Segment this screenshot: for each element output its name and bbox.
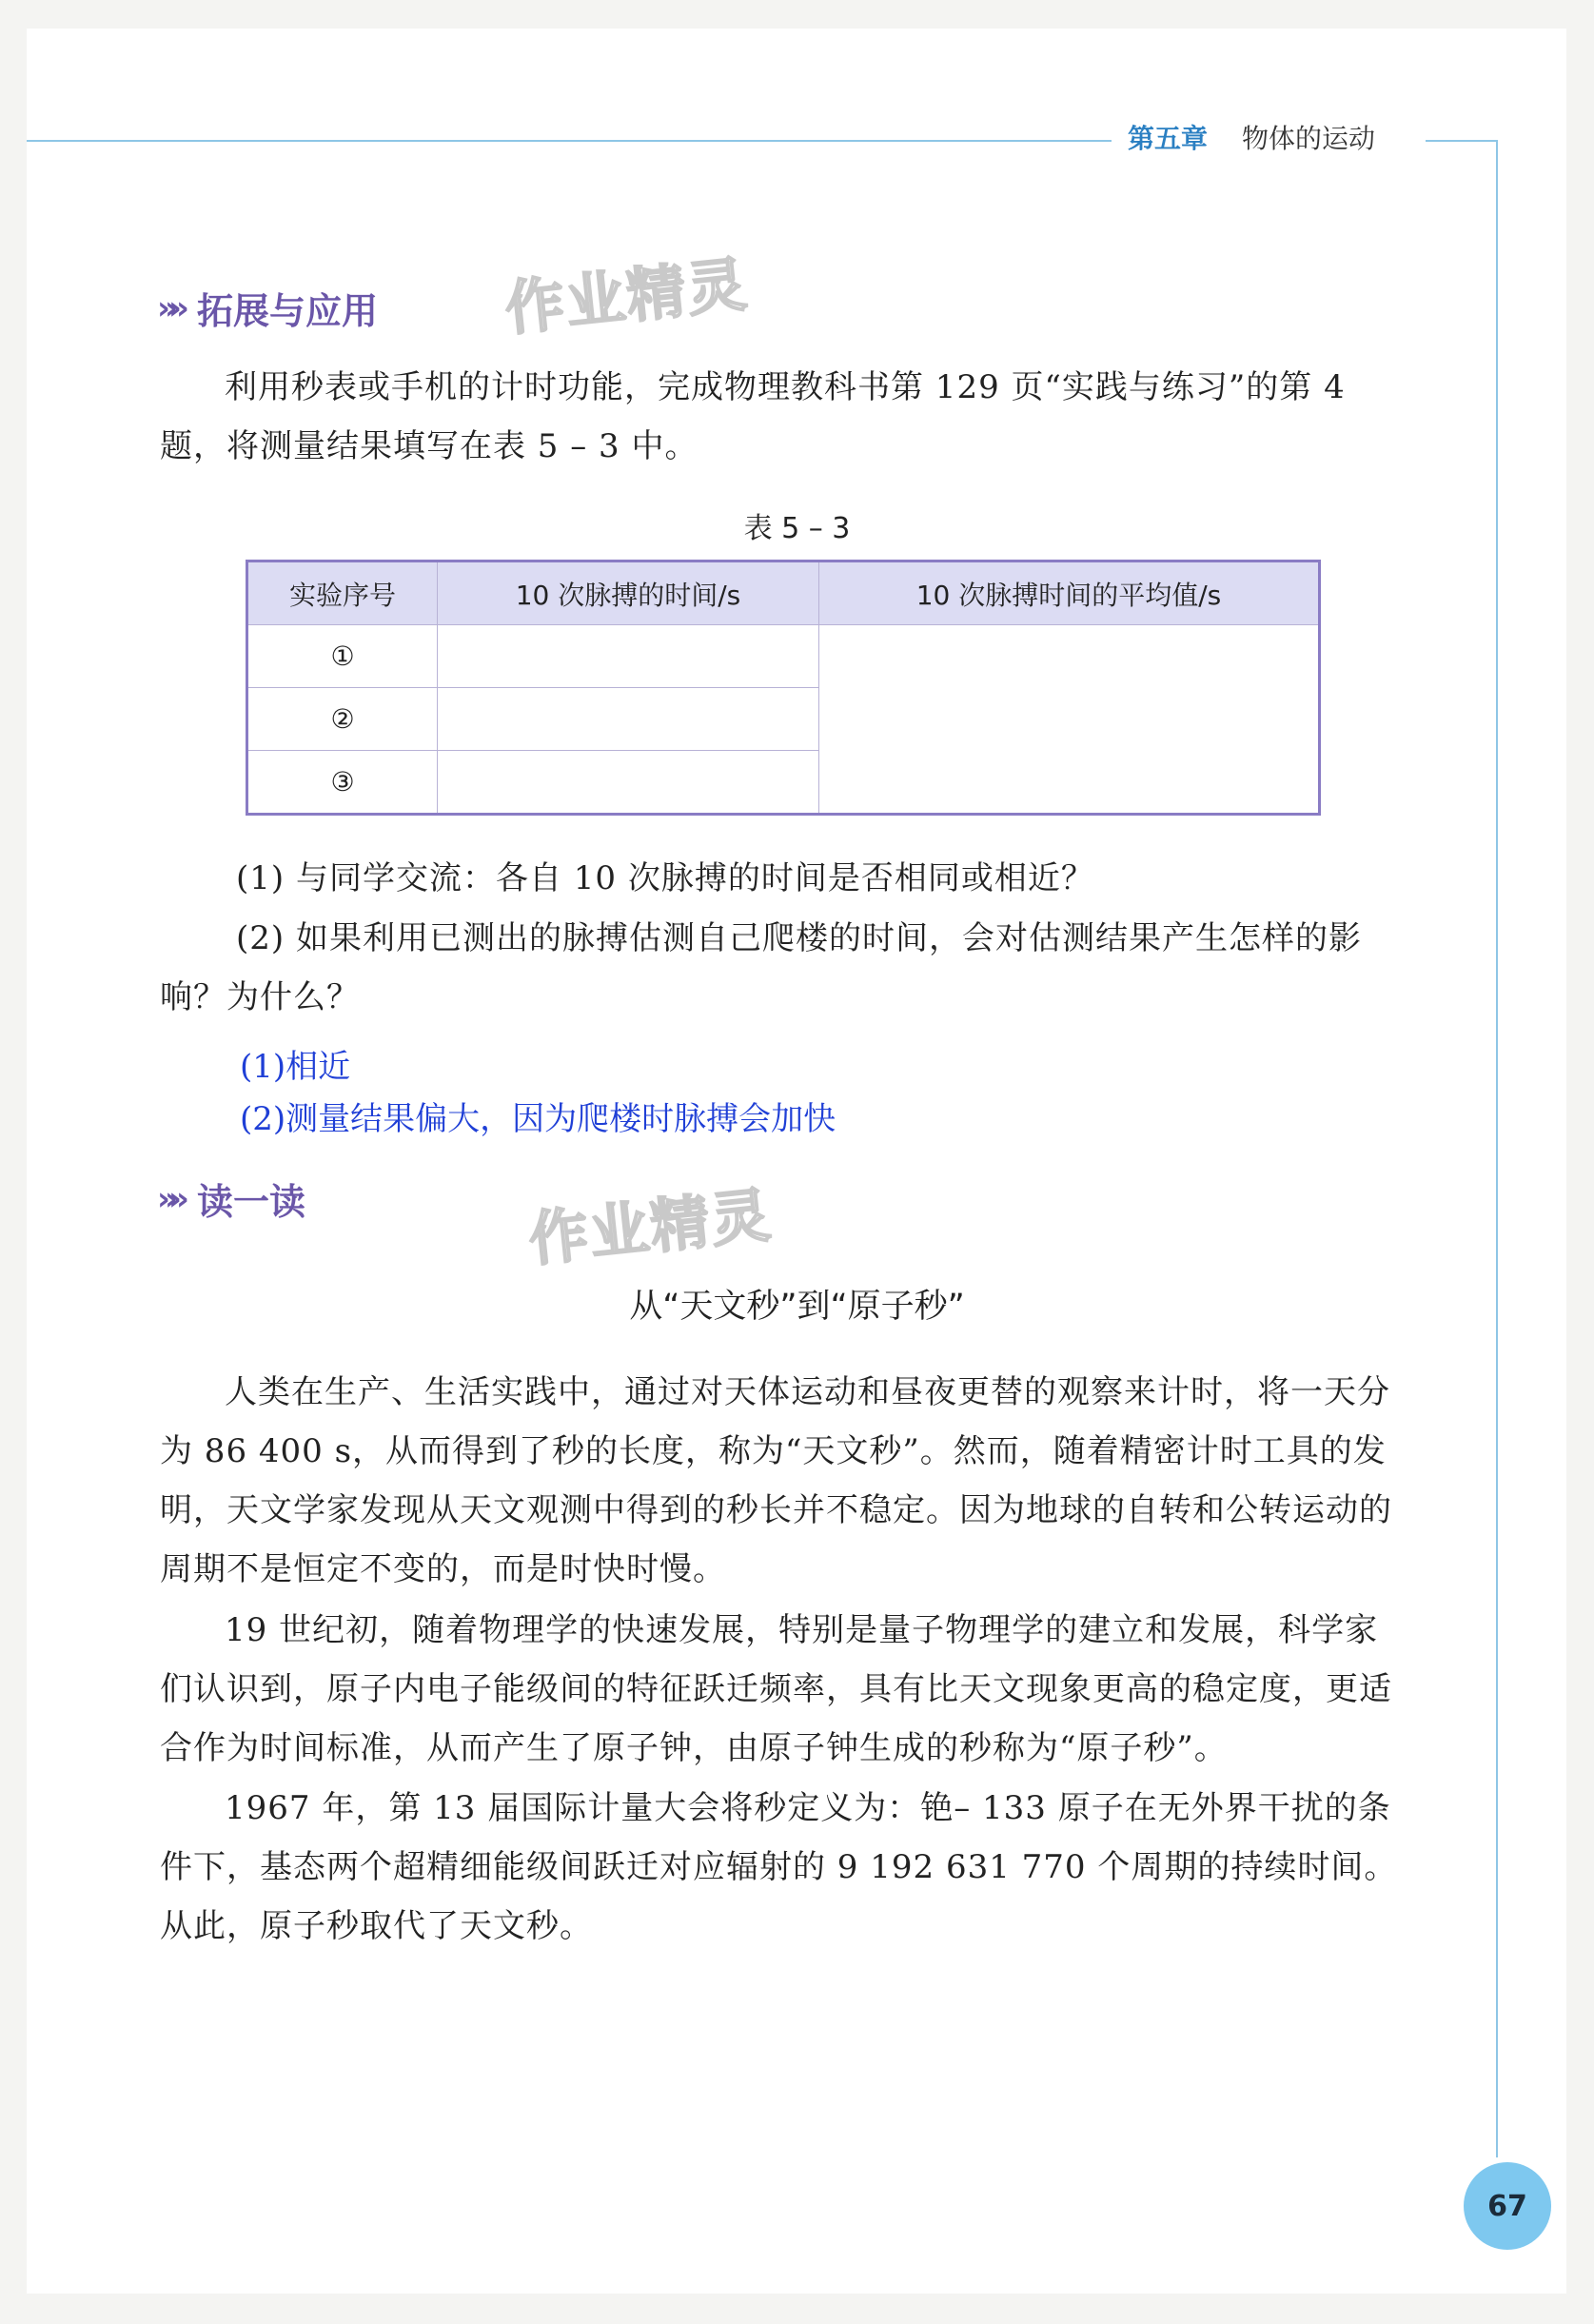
time-cell	[438, 625, 819, 688]
section-title: 读一读	[196, 1181, 305, 1223]
row-index-cell: ③	[247, 751, 438, 815]
table-row	[247, 625, 1320, 688]
page-number: 67	[1464, 2162, 1551, 2250]
article-title: 从“天文秒”到“原子秒”	[629, 1288, 965, 1326]
article-paragraph-1: 人类在生产、生活实践中，通过对天体运动和昼夜更替的观察来计时，将一天分为 86 400 s，从而得到了秒的长度，称为“天文秒”。然而，随着精密计时工具的发明，天文学家发现从天文观测中得到的秒长并不稳定。因为地球的自转和公转运动的周期不是恒定不变的，而是时快时慢。	[160, 1373, 1392, 1588]
question-2: (2) 如果利用已测出的脉搏估测自己爬楼的时间，会对估测结果产生怎样的影响？为什么？	[160, 919, 1362, 1016]
time-cell	[438, 751, 819, 815]
article-paragraph-2: 19 世纪初，随着物理学的快速发展，特别是量子物理学的建立和发展，科学家们认识到，原子内电子能级间的特征跃迁频率，具有比天文现象更高的稳定度，更适合作为时间标准，从而产生了原子钟，由原子钟生成的秒称为“原子秒”。	[160, 1611, 1392, 1767]
watermark-2: 作业精灵	[525, 1179, 776, 1275]
intro-paragraph: 利用秒表或手机的计时功能，完成物理教科书第 129 页“实践与练习”的第 4 题，将测量结果填写在表 5 – 3 中。	[160, 368, 1346, 465]
answer-1: (1)相近	[240, 1048, 351, 1086]
header-cell: 10 次脉搏时间的平均值/s	[819, 561, 1320, 625]
question-1: (1) 与同学交流：各自 10 次脉搏的时间是否相同或相近？	[236, 859, 1094, 897]
data-table	[246, 560, 1321, 816]
chapter-title: 物体的运动	[1242, 123, 1376, 154]
header-cell: 10 次脉搏的时间/s	[438, 561, 819, 625]
time-cell	[438, 688, 819, 751]
section-heading-extension	[157, 282, 378, 334]
header-rule-right	[1426, 140, 1498, 142]
article-paragraph-3: 1967 年，第 13 届国际计量大会将秒定义为：铯– 133 原子在无外界干扰的条件下，基态两个超精细能级间跃迁对应辐射的 9 192 631 770 个周期的持续时间。从此，原子秒取代了天文秒。	[160, 1789, 1398, 1945]
answer-2: (2)测量结果偏大，因为爬楼时脉搏会加快	[240, 1100, 836, 1138]
table-caption: 表 5 – 3	[743, 512, 851, 545]
double-chevron-icon: »»	[157, 288, 180, 327]
section-heading-read	[157, 1172, 305, 1225]
header-rule-left	[27, 140, 1112, 142]
section-title: 拓展与应用	[196, 290, 378, 332]
row-index-cell: ①	[247, 625, 438, 688]
watermark-1: 作业精灵	[502, 248, 752, 345]
double-chevron-icon: »»	[157, 1179, 180, 1218]
average-cell	[819, 625, 1320, 815]
row-index-cell: ②	[247, 688, 438, 751]
table-header-row	[247, 561, 1320, 625]
chapter-label: 第五章	[1128, 123, 1209, 154]
header-cell: 实验序号	[247, 561, 438, 625]
margin-rule	[1496, 140, 1498, 2157]
